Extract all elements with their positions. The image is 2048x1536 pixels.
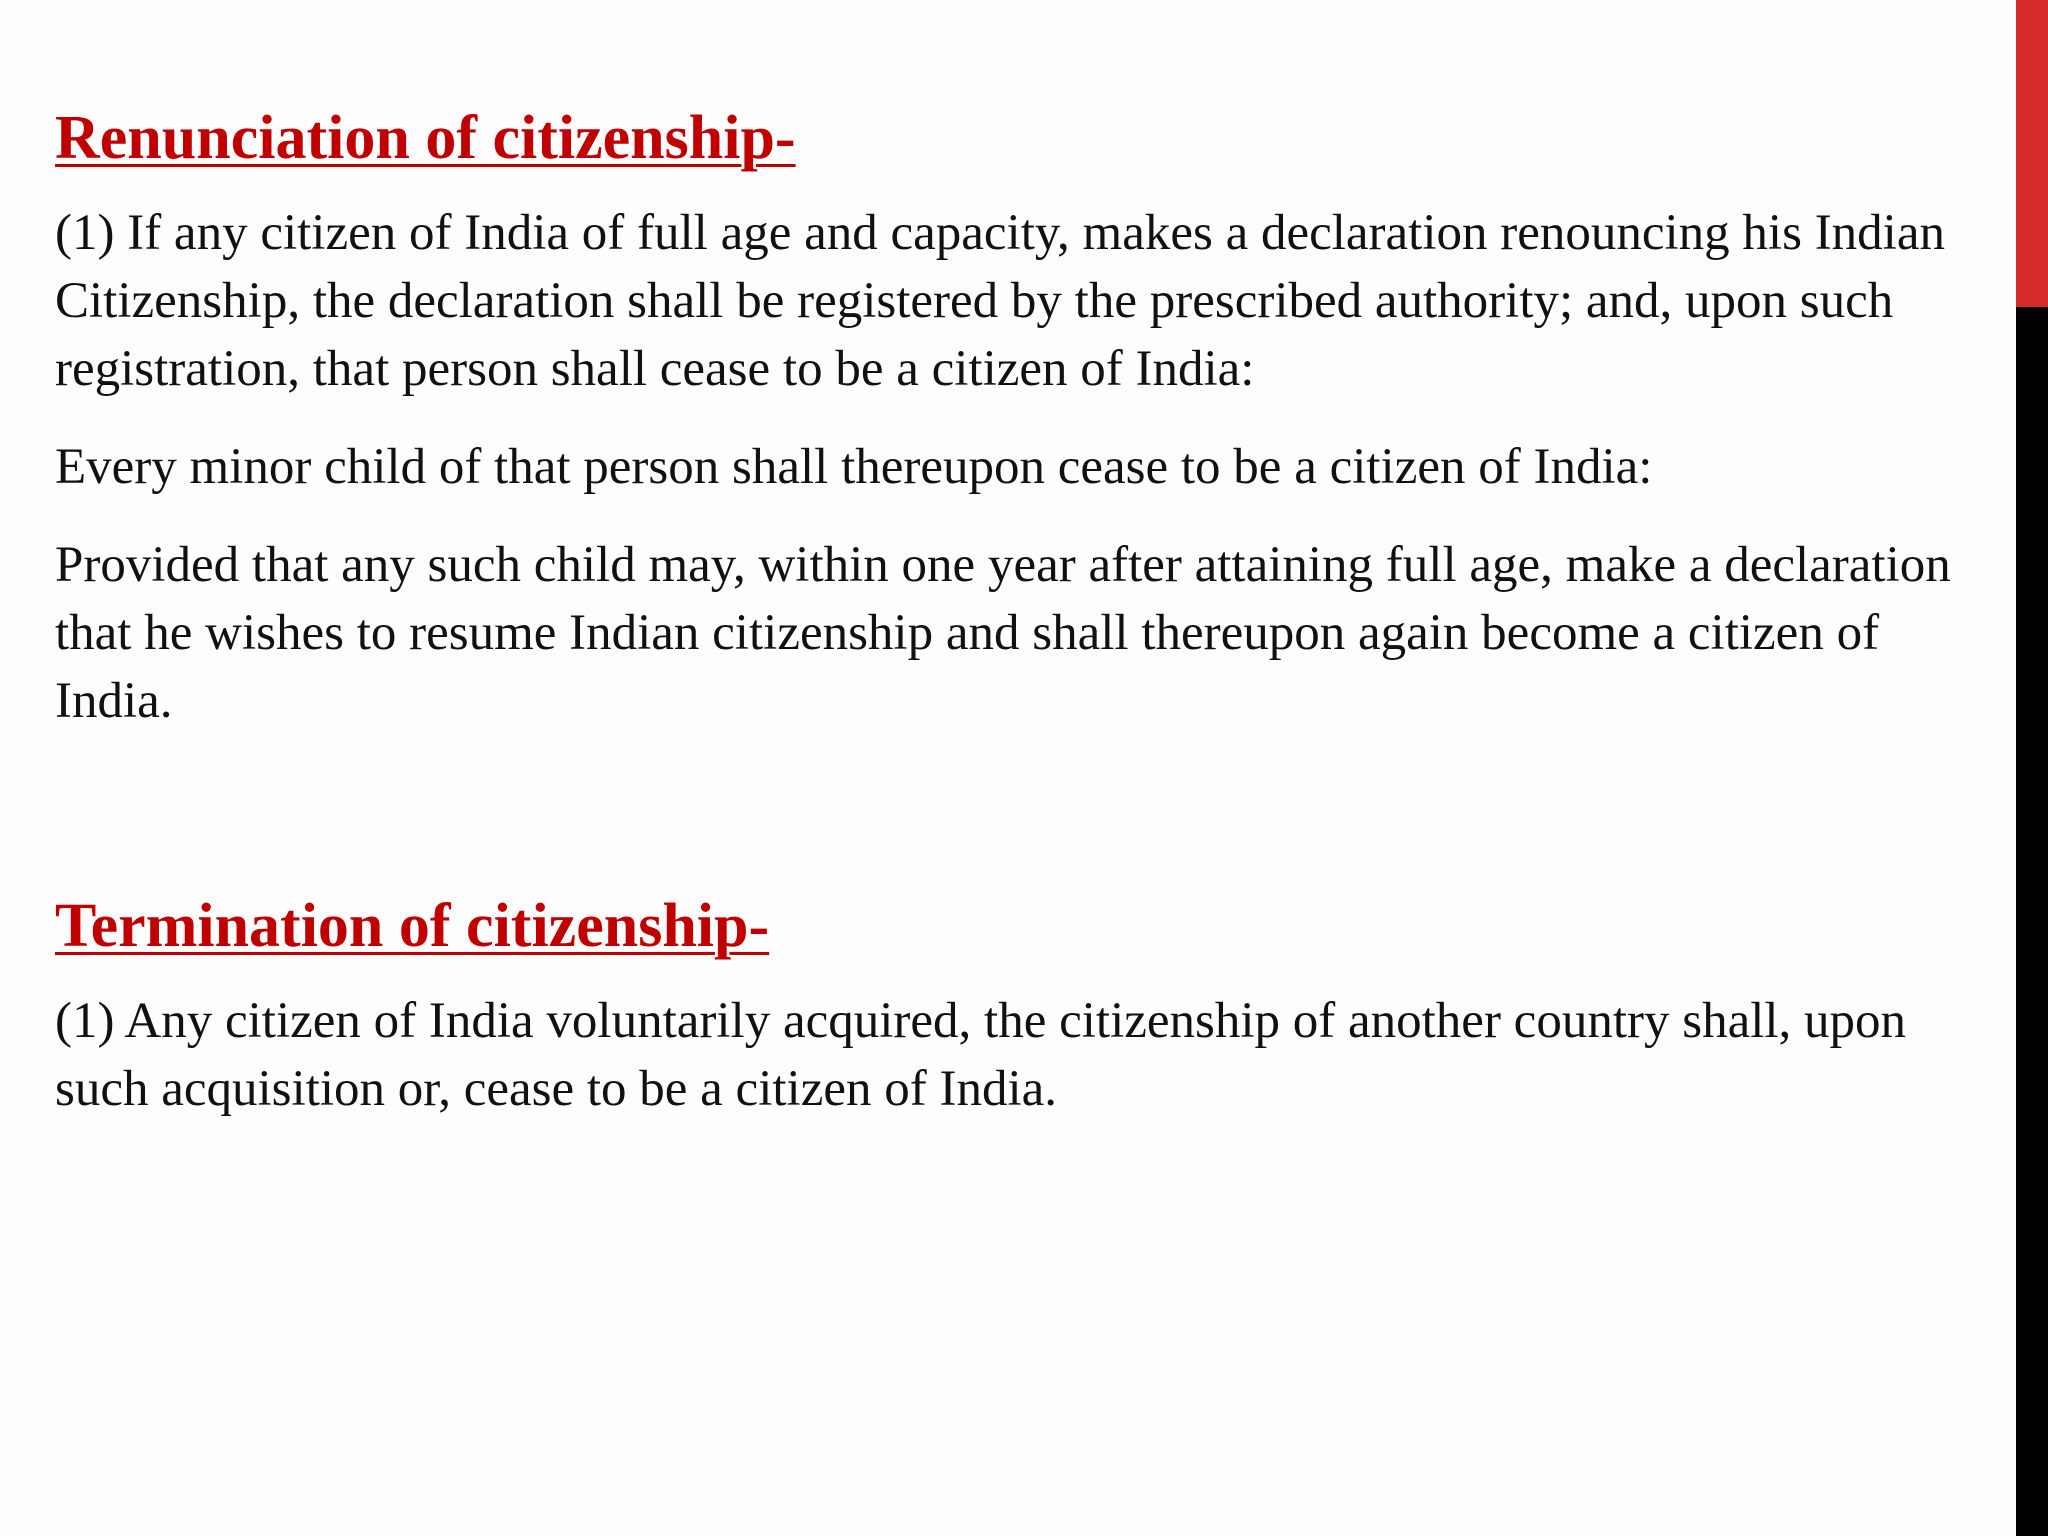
paragraph-minor-child: Every minor child of that person shall thereupon cease to be a citizen of India: — [55, 439, 1653, 495]
paragraph-renunciation-clause-1: (1) If any citizen of India of full age and capacity, makes a declaration renouncing his Indian Citizenship, the declaration shall be registered by the prescribed authority; and, upon such registration, that person shall cease to be a citizen of India: — [55, 205, 1945, 397]
section-heading-termination: Termination of citizenship- — [55, 892, 770, 960]
paragraph-termination-clause-1: (1) Any citizen of India voluntarily acquired, the citizenship of another country shall, upon such acquisition or, cease to be a citizen of India. — [55, 993, 1907, 1117]
side-accent-bar — [2016, 0, 2048, 307]
slide-content — [55, 95, 2005, 1153]
paragraph-proviso: Provided that any such child may, within one year after attaining full age, make a declaration that he wishes to resume Indian citizenship and shall thereupon again become a citizen of India. — [55, 537, 1951, 729]
section-heading-renunciation: Renunciation of citizenship- — [55, 104, 796, 172]
section-spacer — [55, 765, 2005, 883]
